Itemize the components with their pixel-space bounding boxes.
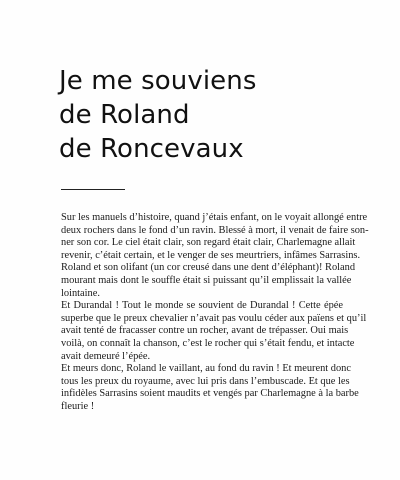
text-line: avait tenté de fracasser contre un rocher, avant de trépasser. Oui mais [61,325,349,337]
chapter-title-line: de Roland [59,100,190,130]
text-line: Et Durandal ! Tout le monde se souvient de Durandal ! Cette épée [61,300,343,312]
text-line: Roland et son olifant (un cor creusé dans une dent d’éléphant)! Roland [61,262,356,274]
chapter-title [59,64,256,166]
text-line: superbe que le preux chevalier n’avait pas voulu céder aux païens et qu’il [61,312,367,324]
text-line: avait demeuré l’épée. [61,350,151,362]
text-line: infidèles Sarrasins soient maudits et vengés par Charlemagne à la barbe [61,388,359,400]
text-line: lointaine. [61,287,100,299]
text-line: deux rochers dans le fond d’un ravin. Blessé à mort, il venait de faire son- [61,224,369,236]
paragraph-durandal [61,300,367,363]
text-line: fleurie ! [61,400,95,412]
text-line: voilà, on connaît la chanson, c’est le rocher qui s’était fendu, et intacte [61,337,355,349]
body-text [61,212,369,414]
chapter-title-line: de Roncevaux [59,134,244,164]
paragraph-roland [61,212,369,300]
text-line: Et meurs donc, Roland le vaillant, au fond du ravin ! Et meurent donc [61,363,351,375]
text-line: Sur les manuels d’histoire, quand j’étais enfant, on le voyait allongé entre [61,212,368,223]
text-line: tous les preux du royaume, avec lui pris dans l’embuscade. Et que les [61,375,350,387]
chapter-title-line: Je me souviens [59,66,257,96]
text-line: revenir, c’était certain, et le venger de ses meurtriers, infâmes Sarrasins. [61,249,361,261]
paragraph-meurs-donc [61,363,359,413]
text-line: mourant mais dont le souffle était si puissant qu’il emplissait la vallée [61,274,352,286]
title-divider [61,189,125,190]
text-line: ner son cor. Le ciel était clair, son regard était clair, Charlemagne allait [61,237,356,249]
